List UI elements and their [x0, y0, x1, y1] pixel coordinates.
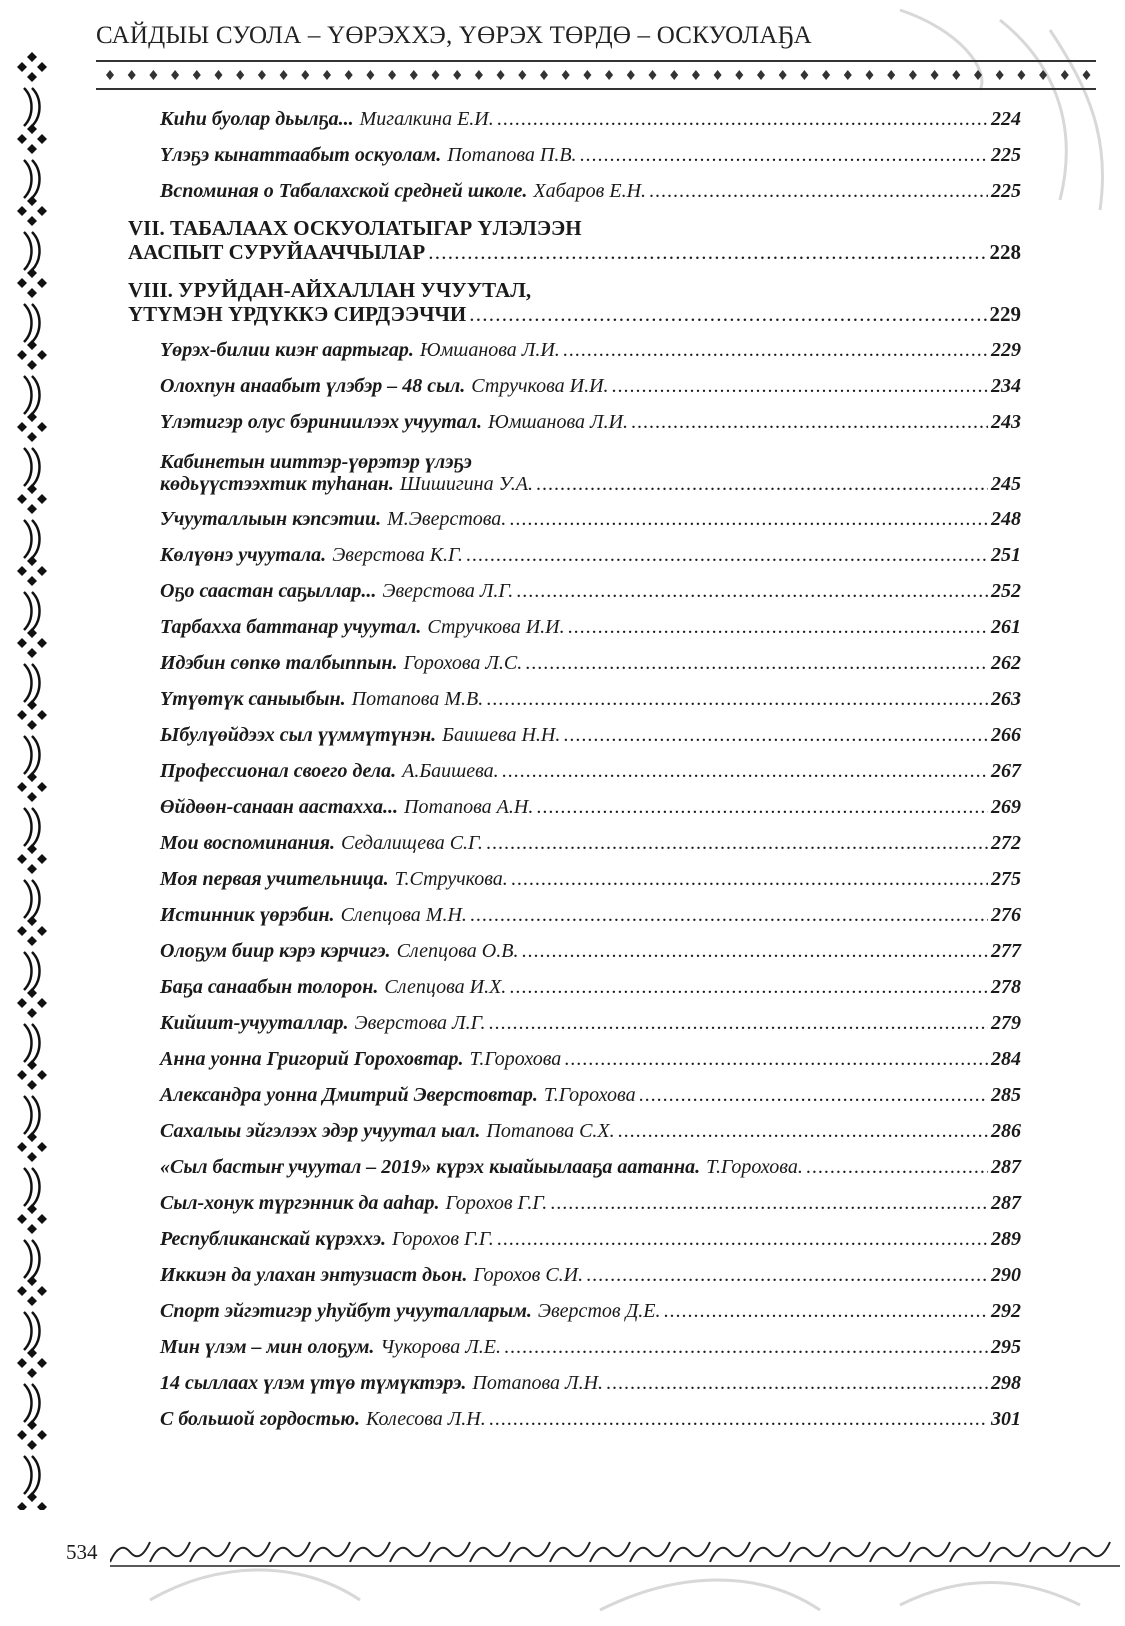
entry-author: Потапова А.Н. — [404, 796, 534, 818]
entry-page: 284 — [991, 1048, 1021, 1070]
entry-title: Сыл-хонук түргэнник да ааһар. — [160, 1192, 440, 1214]
toc-entry — [160, 1084, 1021, 1106]
entry-author: Хабаров Е.Н. — [533, 180, 647, 202]
entry-title: Вспоминая о Табалахской средней школе. — [160, 180, 528, 202]
page-number: 534 — [66, 1540, 98, 1564]
entry-author: Эверстова К.Г. — [332, 544, 463, 566]
leader-dots — [486, 832, 988, 854]
toc-entry — [160, 144, 1021, 166]
toc-entry — [160, 1120, 1021, 1142]
entry-title: Мин үлэм – мин олоҕум. — [160, 1336, 375, 1358]
toc-entry — [160, 180, 1021, 202]
entry-author: Стручкова И.И. — [471, 375, 609, 397]
entry-page: 225 — [991, 144, 1021, 166]
entry-author: Слепцова И.Х. — [384, 976, 507, 998]
entry-title: Учууталлыын кэпсэтии. — [160, 508, 382, 530]
entry-page: 277 — [991, 940, 1021, 962]
entry-page: 266 — [991, 724, 1021, 746]
entry-title: Өйдөөн-санаан аастахха... — [160, 796, 398, 818]
entry-author: Потапова Л.Н. — [472, 1372, 604, 1394]
entry-page: 290 — [991, 1264, 1021, 1286]
entry-author: Потапова М.В. — [351, 688, 484, 710]
toc-entry — [160, 544, 1021, 566]
entry-author: Т.Стручкова. — [394, 868, 508, 890]
entry-page: 263 — [991, 688, 1021, 710]
entry-page: 285 — [991, 1084, 1021, 1106]
leader-dots — [806, 1156, 988, 1178]
entry-page: 275 — [991, 868, 1021, 890]
leader-dots — [509, 976, 988, 998]
entry-author: Юмшанова Л.И. — [488, 411, 629, 433]
entry-author: Мигалкина Е.И. — [359, 108, 494, 130]
toc-entry — [160, 760, 1021, 782]
entry-title: Иккиэн да улахан энтузиаст дьон. — [160, 1264, 468, 1286]
leader-dots — [466, 544, 988, 566]
entry-page: 295 — [991, 1336, 1021, 1358]
leader-dots — [536, 473, 988, 495]
section-page: 228 — [989, 240, 1021, 264]
leader-dots — [639, 1084, 988, 1106]
entry-page: 276 — [991, 904, 1021, 926]
entry-page: 286 — [991, 1120, 1021, 1142]
leader-dots — [563, 724, 988, 746]
toc-entry — [160, 1192, 1021, 1214]
toc-entry — [160, 375, 1021, 397]
leader-dots — [489, 1408, 988, 1430]
leader-dots — [469, 302, 986, 326]
entry-author: Эверстов Д.Е. — [537, 1300, 661, 1322]
leader-dots — [488, 1012, 988, 1034]
entry-page: 245 — [991, 473, 1021, 495]
entry-title: Үлэҕэ кынаттаабыт оскуолам. — [160, 144, 442, 166]
toc-entry — [160, 508, 1021, 530]
toc-entry — [160, 108, 1021, 130]
entry-page: 262 — [991, 652, 1021, 674]
leader-dots — [525, 652, 988, 674]
leader-dots — [536, 796, 988, 818]
toc-entry — [160, 1408, 1021, 1430]
entry-author: Колесова Л.Н. — [365, 1408, 486, 1430]
entry-title: Үлэтигэр олус бэриниилээх учуутал. — [160, 411, 483, 433]
entry-author: М.Эверстова. — [387, 508, 507, 530]
entry-page: 269 — [991, 796, 1021, 818]
entry-author: Седалищева С.Г. — [341, 832, 483, 854]
entry-title: Александра уонна Дмитрий Эверстовтар. — [160, 1084, 538, 1106]
entry-author: Слепцова О.В. — [396, 940, 519, 962]
leader-dots — [563, 339, 988, 361]
leader-dots — [664, 1300, 988, 1322]
toc-entry — [160, 411, 1021, 433]
toc-entry — [160, 339, 1021, 361]
toc-entry — [160, 652, 1021, 674]
bottom-ornament-border — [110, 1532, 1120, 1568]
toc-entry — [160, 1228, 1021, 1250]
entry-page: 224 — [991, 108, 1021, 130]
entry-author: Горохов Г.Г. — [392, 1228, 494, 1250]
entry-title: 14 сыллаах үлэм үтүө түмүктэрэ. — [160, 1372, 467, 1394]
leader-dots — [521, 940, 988, 962]
section-heading-line1: VIII. УРУЙДАН-АЙХАЛЛАН УЧУУТАЛ, — [128, 278, 532, 302]
entry-page: 298 — [991, 1372, 1021, 1394]
toc-entry — [160, 1012, 1021, 1034]
entry-page: 287 — [991, 1156, 1021, 1178]
section-heading — [128, 278, 1021, 326]
entry-author: А.Баишева. — [402, 760, 499, 782]
leader-dots — [497, 108, 988, 130]
leader-dots — [649, 180, 988, 202]
entry-title: «Сыл бастыҥ учуутал – 2019» күрэх кыайыылааҕа аатанна. — [160, 1156, 701, 1178]
entry-author: Т.Горохова — [543, 1084, 636, 1106]
toc-entry — [160, 616, 1021, 638]
entry-page: 278 — [991, 976, 1021, 998]
section-heading — [128, 216, 1021, 264]
running-header: САЙДЫЫ СУОЛА – ҮӨРЭХХЭ, ҮӨРЭХ ТӨРДӨ – ОСКУОЛАҔА — [96, 22, 812, 49]
entry-page: 301 — [991, 1408, 1021, 1430]
entry-title: Киһи буолар дьылҕа... — [160, 108, 354, 130]
entry-author: Шишигина У.А. — [399, 473, 534, 495]
entry-title: Үөрэх-билии киэҥ аартыгар. — [160, 339, 414, 361]
entry-page: 248 — [991, 508, 1021, 530]
entry-title: Моя первая учительница. — [160, 868, 389, 890]
entry-title: Профессионал своего дела. — [160, 760, 397, 782]
entry-title: Үтүөтүк саныыбын. — [160, 688, 346, 710]
entry-author: Юмшанова Л.И. — [419, 339, 560, 361]
toc-entry — [160, 904, 1021, 926]
entry-page: 287 — [991, 1192, 1021, 1214]
entry-title: Сахалыы эйгэлээх эдэр учуутал ыал. — [160, 1120, 481, 1142]
entry-author: Т.Горохова. — [706, 1156, 803, 1178]
toc-entry — [160, 1156, 1021, 1178]
entry-author: Горохов С.И. — [473, 1264, 584, 1286]
entry-page: 279 — [991, 1012, 1021, 1034]
entry-author: Потапова П.В. — [447, 144, 577, 166]
entry-author: Т.Горохова — [469, 1048, 562, 1070]
leader-dots — [497, 1228, 988, 1250]
leader-dots — [550, 1192, 988, 1214]
entry-author: Горохов Г.Г. — [445, 1192, 548, 1214]
entry-title: Республиканскай күрэххэ. — [160, 1228, 387, 1250]
entry-author: Потапова С.Х. — [486, 1120, 615, 1142]
entry-title: Оҕо саастан саҕыллар... — [160, 580, 377, 602]
toc-entry — [160, 1300, 1021, 1322]
toc-entry — [160, 1372, 1021, 1394]
leader-dots — [511, 868, 988, 890]
toc-entry — [160, 1336, 1021, 1358]
entry-title: Ыбулүөйдээх сыл үүммүтүнэн. — [160, 724, 437, 746]
entry-title: Анна уонна Григорий Гороховтар. — [160, 1048, 464, 1070]
entry-author: Стручкова И.И. — [427, 616, 565, 638]
entry-title: С большой гордостью. — [160, 1408, 360, 1430]
entry-title: Истинник үөрэбин. — [160, 904, 335, 926]
entry-title: көдьүүстээхтик туһанан. — [160, 473, 394, 495]
entry-page: 272 — [991, 832, 1021, 854]
leader-dots — [470, 904, 988, 926]
entry-author: Горохова Л.С. — [403, 652, 523, 674]
toc-entry — [160, 976, 1021, 998]
entry-page: 289 — [991, 1228, 1021, 1250]
entry-page: 234 — [991, 375, 1021, 397]
entry-title: Тарбахха баттанар учуутал. — [160, 616, 422, 638]
toc-entry — [160, 868, 1021, 890]
toc-entry — [160, 1264, 1021, 1286]
entry-author: Эверстова Л.Г. — [382, 580, 514, 602]
leader-dots — [504, 1336, 988, 1358]
entry-title: Кийиит-учууталлар. — [160, 1012, 349, 1034]
leader-dots — [486, 688, 988, 710]
toc-entry — [160, 724, 1021, 746]
toc-entry — [160, 580, 1021, 602]
entry-author: Слепцова М.Н. — [340, 904, 467, 926]
entry-title: Баҕа санаабын толорон. — [160, 976, 379, 998]
entry-title: Идэбин сөпкө талбыппын. — [160, 652, 398, 674]
toc-entry — [160, 451, 1021, 495]
toc-entry — [160, 796, 1021, 818]
entry-page: 292 — [991, 1300, 1021, 1322]
section-heading-line1: VII. ТАБАЛААХ ОСКУОЛАТЫГАР ҮЛЭЛЭЭН — [128, 216, 582, 240]
entry-page: 251 — [991, 544, 1021, 566]
leader-dots — [612, 375, 988, 397]
section-heading-line2: ҮТҮМЭН ҮРДҮККЭ СИРДЭЭЧЧИ — [128, 302, 467, 326]
toc-entry — [160, 688, 1021, 710]
entry-author: Чукорова Л.Е. — [380, 1336, 501, 1358]
entry-page: 243 — [991, 411, 1021, 433]
section-page: 229 — [989, 302, 1021, 326]
leader-dots — [580, 144, 988, 166]
leader-dots — [516, 580, 988, 602]
entry-title-line1: Кабинетын ииттэр-үөрэтэр үлэҕэ — [160, 451, 472, 473]
entry-author: Баишева Н.Н. — [442, 724, 561, 746]
toc-entry — [160, 832, 1021, 854]
toc-entry — [160, 1048, 1021, 1070]
leader-dots — [631, 411, 988, 433]
entry-page: 229 — [991, 339, 1021, 361]
leader-dots — [502, 760, 988, 782]
leader-dots — [568, 616, 988, 638]
entry-title: Көлүөнэ учуутала. — [160, 544, 327, 566]
entry-title: Олоҕум биир кэрэ кэрчигэ. — [160, 940, 391, 962]
entry-title: Олохпун анаабыт үлэбэр – 48 сыл. — [160, 375, 466, 397]
entry-title: Мои воспоминания. — [160, 832, 335, 854]
leader-dots — [586, 1264, 988, 1286]
entry-title: Спорт эйгэтигэр уһуйбут учууталларым. — [160, 1300, 532, 1322]
entry-author: Эверстова Л.Г. — [354, 1012, 486, 1034]
entry-page: 252 — [991, 580, 1021, 602]
entry-page: 225 — [991, 180, 1021, 202]
toc-entry — [160, 940, 1021, 962]
entry-page: 261 — [991, 616, 1021, 638]
leader-dots — [564, 1048, 988, 1070]
leader-dots — [428, 240, 986, 264]
leader-dots — [618, 1120, 988, 1142]
leader-dots — [509, 508, 988, 530]
entry-page: 267 — [991, 760, 1021, 782]
leader-dots — [606, 1372, 988, 1394]
section-heading-line2: ААСПЫТ СУРУЙААЧЧЫЛАР — [128, 240, 426, 264]
